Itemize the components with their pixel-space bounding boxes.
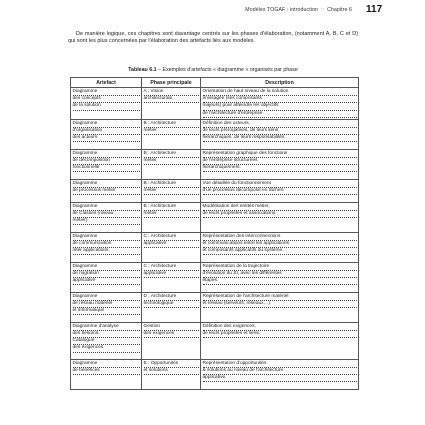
phase-cell-line: D : Architecture <box>144 294 199 301</box>
table-header-row <box>71 78 359 88</box>
description-cell-line: et composants applicatifs du système. <box>203 248 357 255</box>
artefact-cell <box>71 232 142 262</box>
phase-cell <box>142 359 201 389</box>
artefact-cell-line: inter applications <box>73 248 140 255</box>
artefact-cell-line: d'organisation <box>73 128 140 135</box>
table-row <box>71 88 359 120</box>
description-cell-line: applicative. <box>203 375 357 382</box>
description-cell-line: hiérarchiques, de leurs responsabilités. <box>203 135 357 142</box>
artefact-cell-line: de migration <box>73 271 140 278</box>
description-cell-line: de leurs prérogatives, de leurs liens <box>203 128 357 135</box>
book-section-title: Modèles TOGAF : introduction <box>245 7 318 13</box>
description-cell-line: de l'architecture d'entreprise. <box>203 111 357 118</box>
description-cell <box>201 149 359 179</box>
description-cell-line: Orientation de haut niveau de la solution <box>203 89 357 96</box>
artefact-cell <box>71 359 142 389</box>
description-cell-line: et réseau (serveurs, réseaux…). <box>203 301 357 308</box>
column-header-phase: Phase principale <box>142 78 201 88</box>
intro-paragraph: De manière logique, ces chapitres sont davantage centrés sur les phases d'élaboration, (notamment A, B, C et D) qui sont les plus concernées par l'élaboration des artefacts liés aux modèles. <box>68 31 358 44</box>
artefact-cell <box>71 202 142 232</box>
description-cell <box>201 119 359 149</box>
description-cell-line: hiérarchiquement. <box>203 165 357 172</box>
artefact-cell-line: de processus métier <box>73 188 140 195</box>
artefact-cell <box>71 149 142 179</box>
chapter-label: Chapitre 6 <box>327 7 352 13</box>
description-cell-line: Représentation des interconnections <box>203 234 357 241</box>
phase-cell <box>142 179 201 202</box>
phase-cell <box>142 119 201 149</box>
artefacts-table <box>70 77 359 390</box>
phase-cell-line: B : Architecture <box>144 204 199 211</box>
phase-cell-line: C : Architecture <box>144 264 199 271</box>
description-cell-line: Définition des acteurs, <box>203 121 357 128</box>
table-row <box>71 149 359 179</box>
description-cell-line: de leurs propriétés et associations. <box>203 211 357 218</box>
description-cell-line: d'un processus décomposé en tâches. <box>203 188 357 195</box>
table-row <box>71 179 359 202</box>
phase-cell <box>142 292 201 322</box>
artefact-cell-line: Diagramme <box>73 361 140 368</box>
artefact-cell-line: applicative <box>73 278 140 285</box>
artefact-cell <box>71 322 142 359</box>
artefact-cell-line: des acteurs <box>73 135 140 142</box>
description-cell <box>201 88 359 120</box>
description-cell <box>201 262 359 292</box>
artefact-cell-line: Diagramme <box>73 204 140 211</box>
table-row <box>71 322 359 359</box>
header-separator: :: <box>320 7 325 13</box>
table-row <box>71 292 359 322</box>
artefact-cell-line: Catalogue <box>73 338 140 345</box>
phase-cell-line: E : Opportunités <box>144 361 199 368</box>
phase-cell <box>142 88 201 120</box>
phase-cell-line: métier <box>144 211 199 218</box>
phase-cell-line: B : Architecture <box>144 181 199 188</box>
phase-cell-line: C : Architecture <box>144 234 199 241</box>
phase-cell <box>142 322 201 359</box>
artefact-cell-line: de décomposition <box>73 158 140 165</box>
phase-cell-line: architecturale <box>144 96 199 103</box>
table-row <box>71 232 359 262</box>
description-cell <box>201 202 359 232</box>
artefact-cell-line: Diagramme <box>73 121 140 128</box>
table-row <box>71 262 359 292</box>
description-cell-line: Représentation de l'architecture matériel <box>203 294 357 301</box>
artefact-cell <box>71 292 142 322</box>
description-cell-line: de l'entreprise structurées <box>203 158 357 165</box>
artefact-cell-line: Diagramme d'analyse <box>73 324 140 331</box>
artefact-cell-line: Diagramme <box>73 294 140 301</box>
description-cell <box>201 292 359 322</box>
description-cell-line: étapes. <box>203 278 357 285</box>
artefact-cell-line: Diagramme <box>73 181 140 188</box>
column-header-artefact: Artefact <box>71 78 142 88</box>
description-cell <box>201 232 359 262</box>
phase-cell-line: métier <box>144 188 199 195</box>
phase-cell-line: et solutions <box>144 368 199 375</box>
artefact-cell-line: de réseau matériel <box>73 301 140 308</box>
table-caption-label: Tableau 6.1 <box>128 67 157 73</box>
phase-cell-line: métier <box>144 128 199 135</box>
description-cell <box>201 359 359 389</box>
phase-cell <box>142 232 201 262</box>
description-cell-line: Modélisation des entités métier, <box>203 204 357 211</box>
table-caption-text: – Exemples d'artefacts « diagramme » organisés par phase <box>158 67 298 73</box>
table-row <box>71 119 359 149</box>
description-cell-line: Représentation graphique des fonctions <box>203 151 357 158</box>
phase-cell <box>142 202 201 232</box>
artefact-cell-line: des besoins. <box>73 331 140 338</box>
description-cell-line: d'évolution du SI, avec les différentes <box>203 271 357 278</box>
table-body <box>71 88 359 390</box>
description-cell-line: & solutions au niveau de l'architecture <box>203 368 357 375</box>
table-row <box>71 359 359 389</box>
phase-cell-line: Gestion <box>144 324 199 331</box>
artefact-cell-line: fonctionnelle <box>73 165 140 172</box>
description-cell <box>201 322 359 359</box>
artefact-cell <box>71 262 142 292</box>
artefact-cell-line: des concepts <box>73 96 140 103</box>
running-header <box>245 7 352 13</box>
artefact-cell <box>71 88 142 120</box>
column-header-description: Description <box>201 78 359 88</box>
phase-cell-line: des exigences <box>144 331 199 338</box>
description-cell-line: Vue détaillée du fonctionnement <box>203 181 357 188</box>
artefact-cell-line: métier) <box>73 218 140 225</box>
description-cell <box>201 179 359 202</box>
phase-cell-line: A : Vision <box>144 89 199 96</box>
phase-cell-line: B : Architecture <box>144 121 199 128</box>
artefact-cell-line: Diagramme <box>73 89 140 96</box>
phase-cell-line: applicative <box>144 271 199 278</box>
table-caption <box>68 67 358 73</box>
artefact-cell-line: de bénéfices <box>73 368 140 375</box>
description-cell-line: et communications entre les applications <box>203 241 357 248</box>
artefact-cell-line: de communication <box>73 241 140 248</box>
phase-cell-line: métier <box>144 158 199 165</box>
artefact-cell-line: Diagramme <box>73 151 140 158</box>
phase-cell <box>142 262 201 292</box>
phase-cell-line: technologique <box>144 301 199 308</box>
phase-cell <box>142 149 201 179</box>
artefact-cell <box>71 119 142 149</box>
phase-cell-line: applicative <box>144 241 199 248</box>
table-row <box>71 202 359 232</box>
artefact-cell-line: Diagramme <box>73 234 140 241</box>
artefact-cell-line: de Classes (niveau <box>73 211 140 218</box>
description-cell-line: de leurs propriétés et liens. <box>203 331 357 338</box>
description-cell-line: Représentation de la trajectoire <box>203 264 357 271</box>
phase-cell-line: B : Architecture <box>144 151 199 158</box>
artefact-cell-line: des exigences. <box>73 345 140 352</box>
artefact-cell-line: de la solution <box>73 103 140 110</box>
artefact-cell <box>71 179 142 202</box>
page-number: 117 <box>366 4 383 15</box>
description-cell-line: Définition des exigences, <box>203 324 357 331</box>
description-cell-line: majeurs) pour atteindre les objectifs <box>203 103 357 110</box>
description-cell-line: Représentation d'opportunités <box>203 361 357 368</box>
description-cell-line: envisagée (ses composants <box>203 96 357 103</box>
artefact-cell-line: Diagramme <box>73 264 140 271</box>
artefact-cell-line: et informatique <box>73 308 140 315</box>
